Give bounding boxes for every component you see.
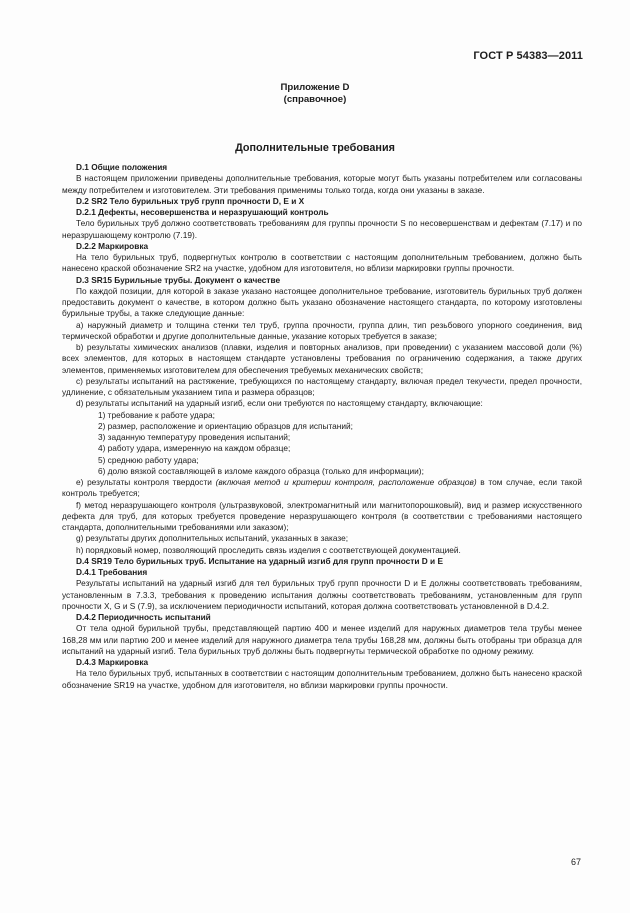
paragraph: В настоящем приложении приведены дополнительные требования, которые могут быть указаны потребителем или согласованы между потребителем и изготовителем. Эти требования применимы только тогда, когда они указаны в заказе. xyxy=(62,173,582,195)
paragraph: c) результаты испытаний на растяжение, требующихся по настоящему стандарту, включая предел текучести, предел прочности, удлинение, с обязательным указанием типа и размера образцов; xyxy=(62,375,582,397)
list-item: 5) среднюю работу удара; xyxy=(98,454,199,465)
paragraph: h) порядковый номер, позволяющий проследить связь изделия с соответствующей документацией. xyxy=(76,544,461,555)
section-heading: D.1 Общие положения xyxy=(76,162,168,172)
section-heading: D.4.2 Периодичность испытаний xyxy=(76,612,211,622)
list-item: 6) долю вязкой составляющей в изломе каждого образца (только для информации); xyxy=(98,465,424,476)
paragraph: Результаты испытаний на ударный изгиб для тел бурильных труб групп прочности D и E должны соответствовать требованиям, установленным в 7.3.3, требования к проведению испытания должны соответствовать требованиям, установленным для групп прочности X, G и S (7.9), за исключением периодичности испытаний, которая должна соответствовать установленной в D.4.2. xyxy=(62,578,582,611)
page-number: 67 xyxy=(570,857,581,867)
paragraph: По каждой позиции, для которой в заказе указано настоящее дополнительное требование, изготовитель бурильных труб должен предоставить документ о качестве, в котором должно быть указано обозначение настоящего стандарта, по которому изготовлены бурильные трубы, а также следующие данные: xyxy=(62,285,582,319)
paragraph: d) результаты испытаний на ударный изгиб, если они требуются по настоящему стандарту, включающие: xyxy=(76,398,483,409)
section-heading: D.2.2 Маркировка xyxy=(76,240,149,251)
section-heading: D.4.1 Требования xyxy=(76,567,148,577)
paragraph: На тело бурильных труб, испытанных в соответствии с настоящим дополнительным требованием, должно быть нанесено краской обозначение SR19 на участке, удобном для изготовителя, но вблизи маркировки группы прочности. xyxy=(62,668,582,690)
section-heading: D.3 SR15 Бурильные трубы. Документ о качестве xyxy=(76,274,281,285)
section-heading: D.2.1 Дефекты, несовершенства и неразрушающий контроль xyxy=(76,207,329,217)
annex-title: Приложение D xyxy=(280,82,350,93)
list-item: 2) размер, расположение и ориентацию образцов для испытаний; xyxy=(98,420,353,431)
paragraph: От тела одной бурильной трубы, представляющей партию 400 и менее изделий для наружных диаметров тела трубы менее 168,28 мм или партию 200 и менее изделий для наружного диаметра тела трубы 168,28 мм, должны быть отобраны три образца для испытаний на ударный изгиб. Тела бурильных труб должны быть подвергнуты термической обработке по одному режиму. xyxy=(62,623,582,656)
annex-heading xyxy=(0,82,630,106)
list-item: 1) требование к работе удара; xyxy=(98,409,215,420)
paragraph: f) метод неразрушающего контроля (ультразвуковой, электромагнитный или магнитопорошковый), вид и размер искусственного дефекта для труб, для которых требуется проведение неразрушающего контроля (в соответствии с требованиями настоящего стандарта, дополнительными требованиями или заказом); xyxy=(62,499,582,532)
section-title: Дополнительные требования xyxy=(235,142,395,154)
list-item: 3) заданную температуру проведения испытаний; xyxy=(98,432,291,442)
list-item: 4) работу удара, измеренную на каждом образце; xyxy=(98,443,291,454)
section-heading: D.2 SR2 Тело бурильных труб групп прочности D, E и X xyxy=(76,195,305,206)
paragraph: На тело бурильных труб, подвергнутых контролю в соответствии с настоящим дополнительным требованием, должно быть нанесено краской обозначение SR2 на участке, удобном для изготовителя, но вблизи маркировки группы прочности. xyxy=(62,252,582,274)
document-body xyxy=(62,162,582,691)
paragraph: а) наружный диаметр и толщина стенки тел труб, группа прочности, группа длин, тип резьбового упорного соединения, вид термической обработки и другие дополнительные данные, указание которых требуется в заказе; xyxy=(62,319,582,341)
paragraph: Тело бурильных труб должно соответствовать требованиям для группы прочности S по несовершенствам и дефектам (7.17) и по неразрушающему контролю (7.19). xyxy=(62,218,582,240)
paragraph: g) результаты других дополнительных испытаний, указанных в заказе; xyxy=(76,533,348,544)
section-heading: D.4.3 Маркировка xyxy=(76,657,149,667)
paragraph: b) результаты химических анализов (плавки, изделия и повторных анализов, при проведении) с указанием массовой доли (%) всех элементов, для которых в настоящем стандарте установлены требования по ограничению содержания, а также других элементов, применяемых изготовителем для обеспечения требуемых механических свойств; xyxy=(62,342,582,375)
annex-kind: (справочное) xyxy=(283,94,347,105)
paragraph: e) результаты контроля твердости (включая метод и критерии контроля, расположение образцов) в том случае, если такой контроль требуется; xyxy=(62,477,583,499)
standard-header: ГОСТ Р 54383—2011 xyxy=(473,50,583,62)
section-heading: D.4 SR19 Тело бурильных труб. Испытание на ударный изгиб для групп прочности D и E xyxy=(76,555,443,566)
